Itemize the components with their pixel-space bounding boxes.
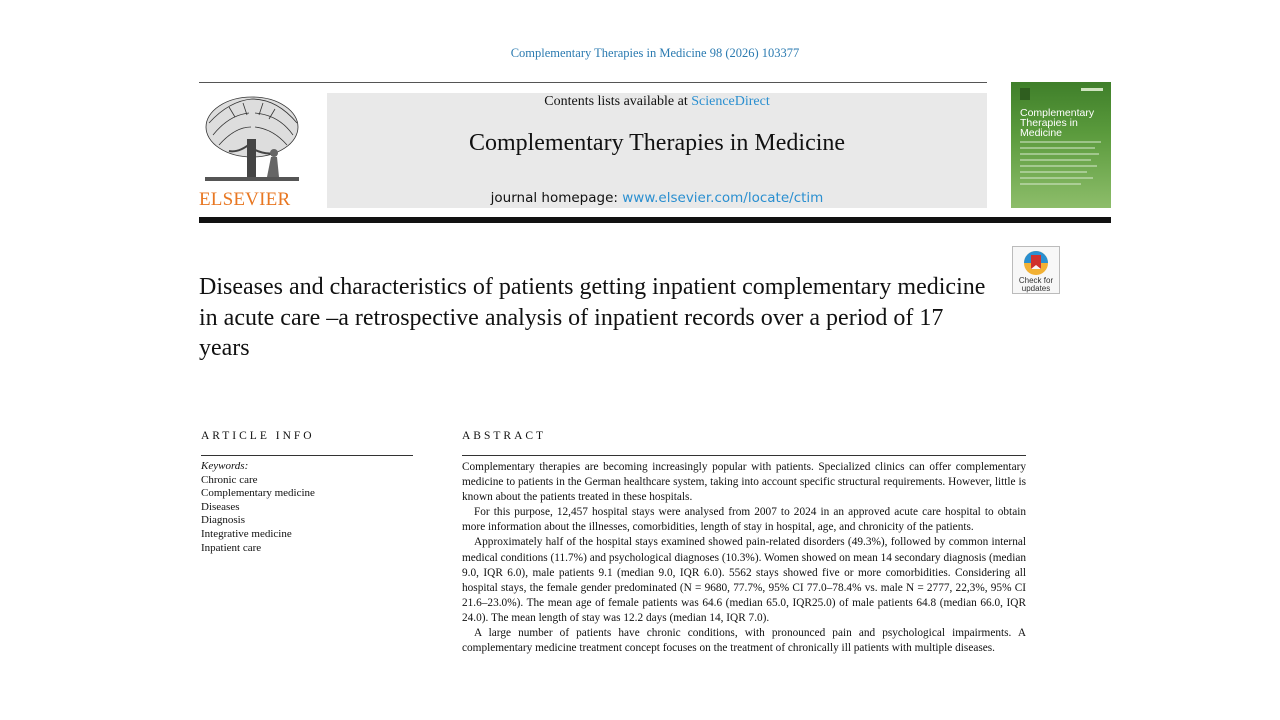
homepage-prefix: journal homepage: bbox=[490, 190, 618, 206]
article-info-rule bbox=[201, 455, 413, 456]
top-divider bbox=[199, 82, 987, 83]
keyword-item: Integrative medicine bbox=[201, 527, 292, 540]
abstract-paragraph: For this purpose, 12,457 hospital stays were analysed from 2007 to 2024 in an approved acute care hospital to obtain more information about the illnesses, comorbidities, length of stay in hospital, age, and chronicity of the patients. bbox=[462, 506, 1026, 534]
elsevier-logo bbox=[199, 93, 307, 211]
elsevier-tree-icon bbox=[199, 93, 305, 187]
check-updates-label: Check for updates bbox=[1018, 276, 1054, 293]
contents-line bbox=[327, 94, 987, 110]
keywords-label: Keywords: bbox=[201, 460, 249, 472]
abstract-paragraph: Complementary therapies are becoming increasingly popular with patients. Specialized clinics can offer complementary medicine to patients in the German healthcare system, taking into account specific structural requirements. However, little is known about the patients treated in these hospitals. bbox=[462, 461, 1026, 504]
elsevier-wordmark: ELSEVIER bbox=[199, 189, 291, 210]
abstract-body bbox=[462, 460, 1026, 656]
contents-prefix: Contents lists available at bbox=[544, 94, 688, 109]
homepage-link[interactable]: www.elsevier.com/locate/ctim bbox=[622, 190, 824, 206]
journal-header bbox=[327, 93, 987, 208]
check-for-updates-button[interactable] bbox=[1012, 246, 1060, 294]
abstract-paragraph: Approximately half of the hospital stays examined showed pain-related disorders (49.3%), followed by common internal medical conditions (11.7%) and psychological diagnoses (10.3%). Women showed on mean 14 secondary diagnosis (median 9.0, IQR 6.0), male patients 9.1 (median 9.0, IQR 6.0). 5562 stays showed five or more comorbidities. Considering all hospital stays, the female gender predominated (N = 9680, 77.7%, 95% CI 77.0–78.4% vs. male N = 2777, 22,3%, 95% CI 21.6–23.0%). The mean age of female patients was 64.6 (median 65.0, IQR25.0) of male patients 64.8 (median 66.0, IQR 24.0). The mean length of stay was 12.2 days (median 14, IQR 7.0). bbox=[462, 536, 1026, 624]
keywords-list bbox=[201, 460, 413, 555]
article-title: Diseases and characteristics of patients getting inpatient complementary medicine in acute care –a retrospective analysis of inpatient records over a period of 17 years bbox=[199, 274, 986, 361]
keyword-item: Inpatient care bbox=[201, 541, 262, 554]
sciencedirect-link[interactable]: ScienceDirect bbox=[691, 94, 770, 109]
cover-decoration-icon bbox=[1011, 82, 1111, 208]
check-updates-icon bbox=[1013, 247, 1059, 277]
abstract-paragraph: A large number of patients have chronic conditions, with pronounced pain and psychological impairments. A complementary medicine treatment concept focuses on the treatment of chronically ill patients with multiple diseases. bbox=[462, 627, 1026, 655]
keyword-item: Chronic care bbox=[201, 473, 258, 486]
homepage-line bbox=[327, 190, 987, 206]
abstract-heading: ABSTRACT bbox=[462, 430, 547, 442]
header-bottom-rule bbox=[199, 217, 1111, 223]
journal-cover[interactable] bbox=[1011, 82, 1111, 208]
journal-citation[interactable]: Complementary Therapies in Medicine 98 (2026) 103377 bbox=[510, 46, 800, 60]
abstract-rule bbox=[462, 455, 1026, 456]
keyword-item: Diagnosis bbox=[201, 514, 245, 527]
journal-title: Complementary Therapies in Medicine bbox=[468, 130, 846, 156]
cover-title: Complementary Therapies in Medicine bbox=[1020, 107, 1095, 139]
keyword-item: Complementary medicine bbox=[201, 487, 315, 500]
keyword-item: Diseases bbox=[201, 500, 240, 513]
article-info-heading: ARTICLE INFO bbox=[201, 430, 315, 442]
